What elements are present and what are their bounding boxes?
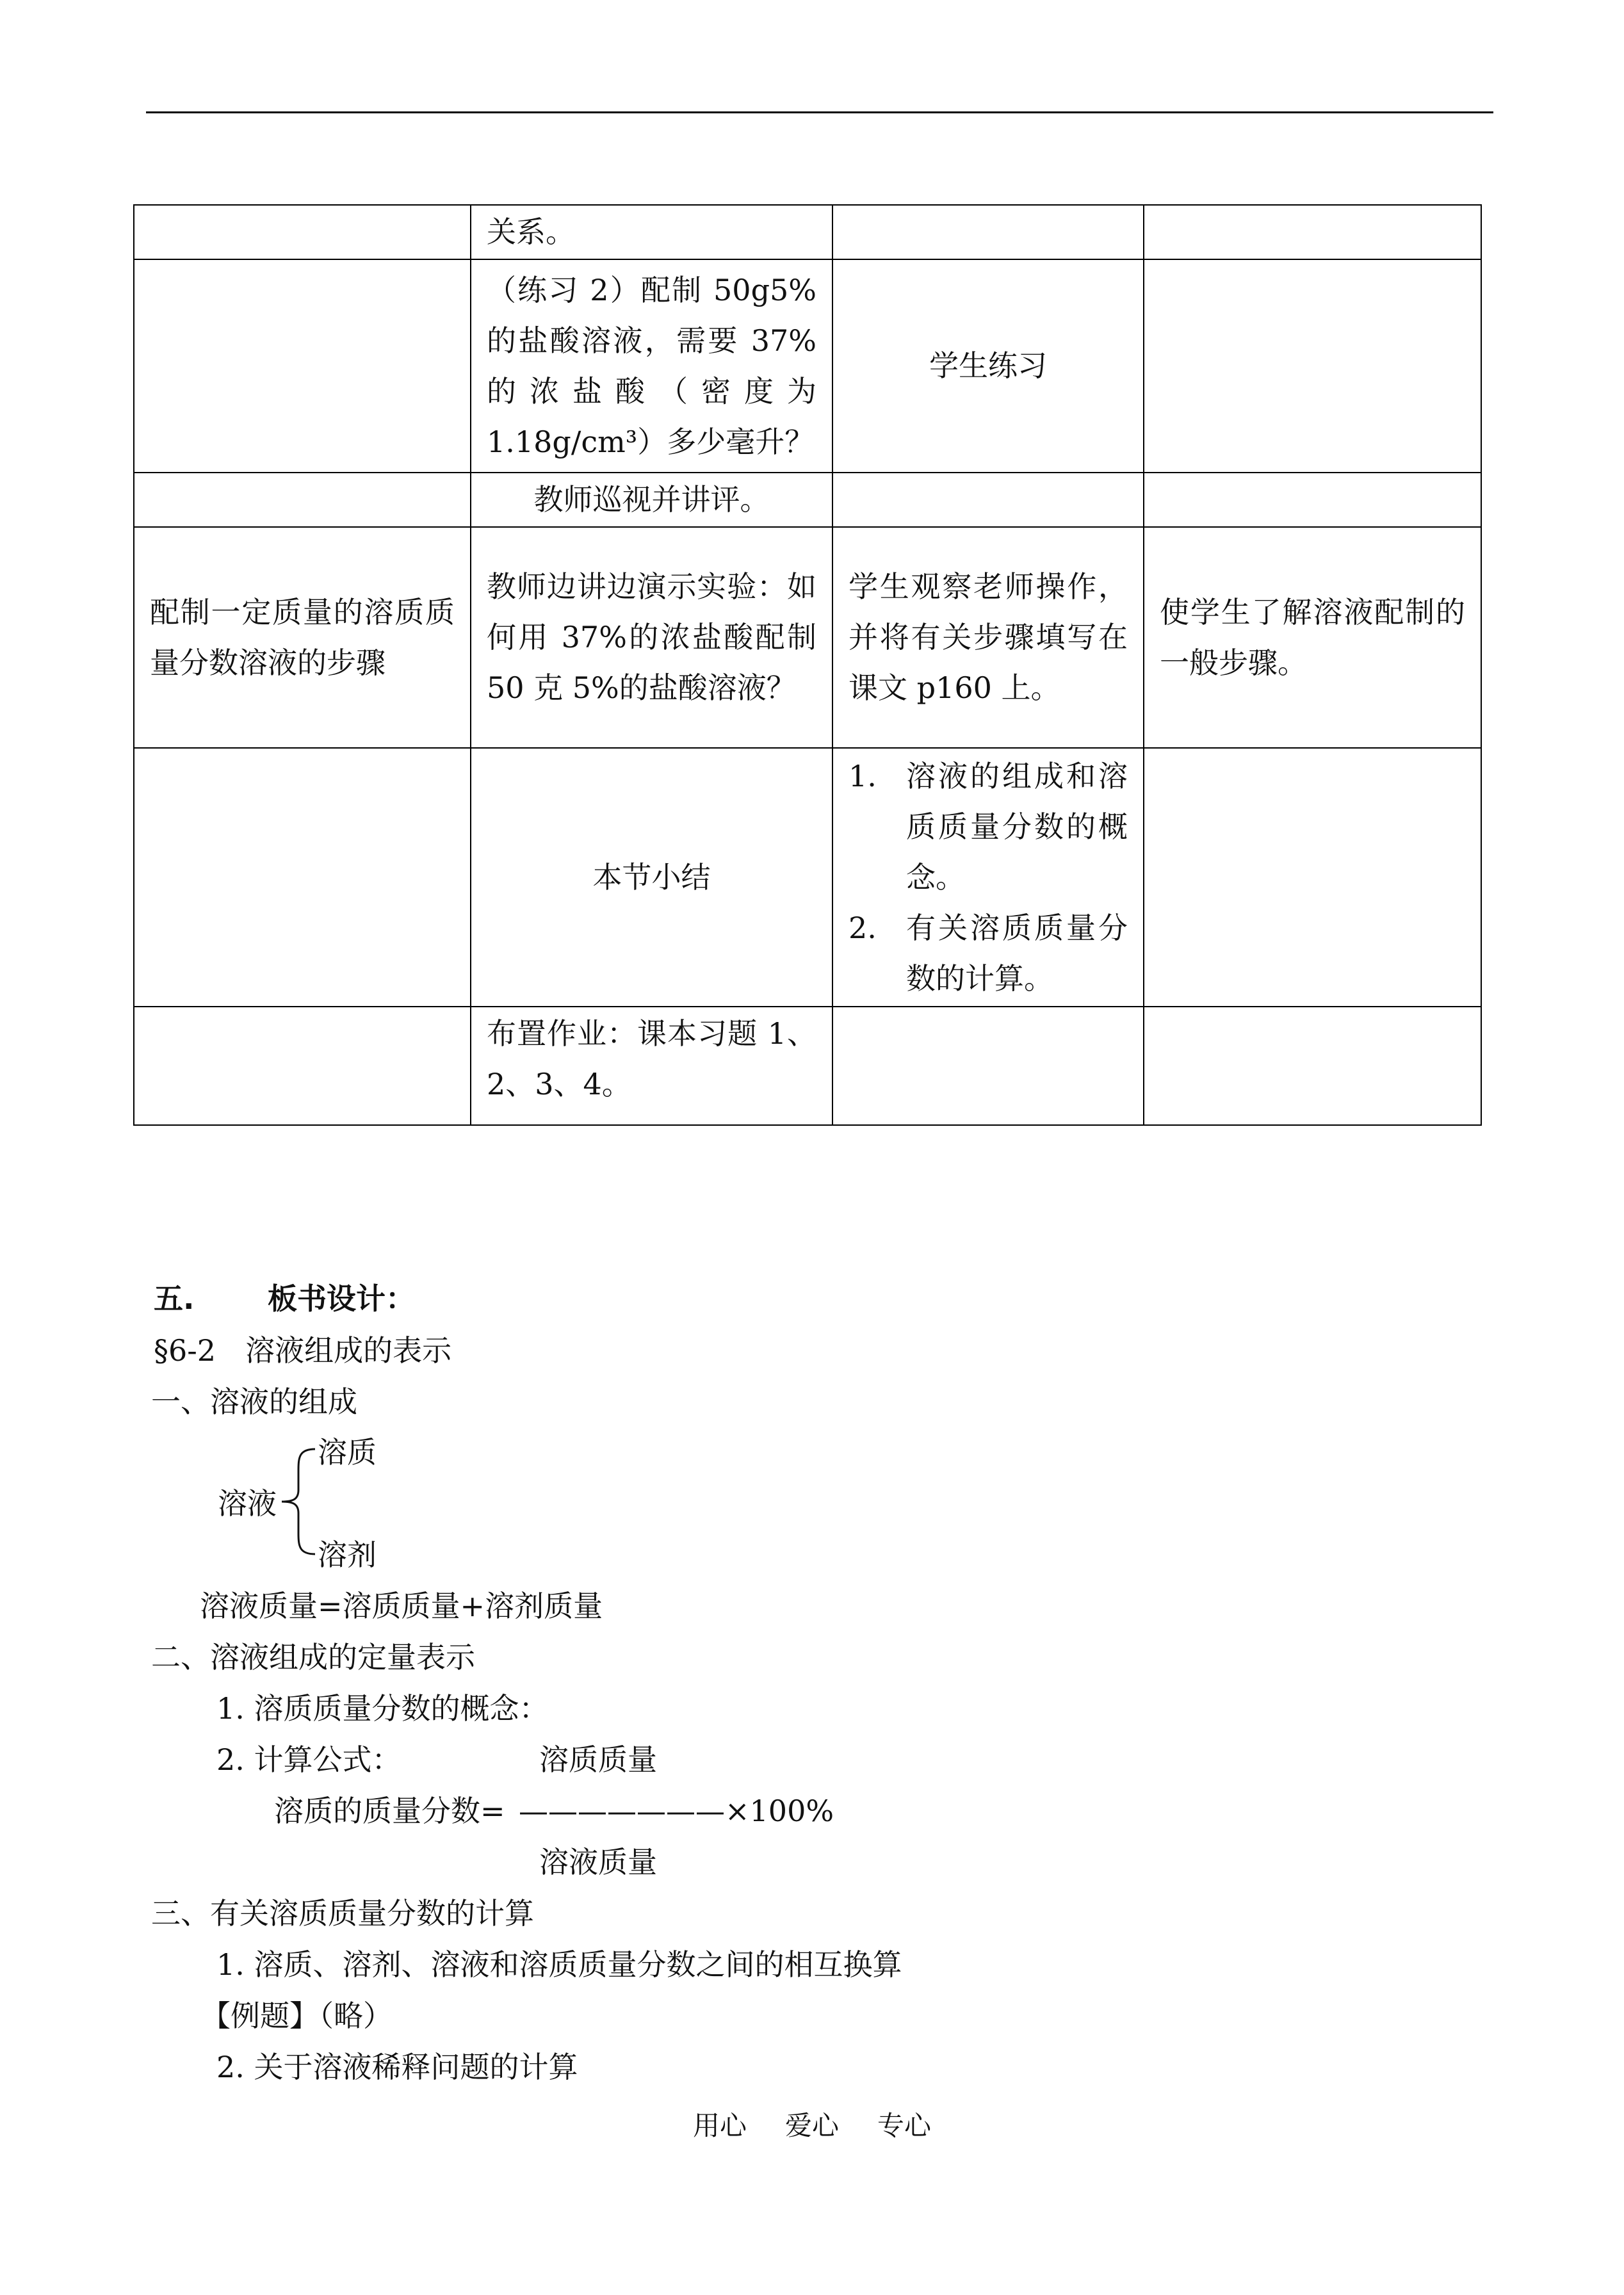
list-item: 2. 有关溶质质量分数的计算。 (849, 910, 1128, 996)
section-number: 五. (154, 1281, 195, 1316)
table-row (134, 259, 1481, 473)
table-cell: 配制一定质量的溶质质量分数溶液的步骤 (134, 527, 471, 748)
table-cell: 布置作业：课本习题 1、2、3、4。 (471, 1007, 832, 1125)
table-row (134, 748, 1481, 1007)
table-cell: 教师巡视并讲评。 (471, 473, 832, 527)
table-cell (832, 473, 1144, 527)
dilution-item: 2. 关于溶液稀释问题的计算 (216, 2050, 578, 2084)
formula-numerator: 溶质质量 (539, 1742, 657, 1777)
table-cell: 教师边讲边演示实验：如何用 37%的浓盐酸配制 50 克 5%的盐酸溶液？ (471, 527, 832, 748)
conversion-item: 1. 溶质、溶剂、溶液和溶质质量分数之间的相互换算 (216, 1947, 902, 1982)
example-note: 【例题】（略） (201, 1999, 393, 2033)
list-item: 1. 溶液的组成和溶质质量分数的概念。 (849, 758, 1128, 895)
table-cell (1144, 473, 1481, 527)
formula-denominator: 溶液质量 (539, 1845, 657, 1879)
table-cell: 关系。 (471, 205, 832, 259)
page-footer: 用心 爱心 专心 (692, 2110, 932, 2141)
table-cell (832, 1007, 1144, 1125)
table-cell (1144, 748, 1481, 1007)
table-row (134, 205, 1481, 259)
part-two-heading: 二、溶液组成的定量表示 (151, 1640, 475, 1675)
part-one-heading: 一、溶液的组成 (151, 1384, 357, 1419)
solution-label: 溶液 (218, 1486, 277, 1521)
table-cell: 本节小结 (471, 748, 832, 1007)
table-cell (134, 748, 471, 1007)
table-cell (134, 1007, 471, 1125)
table-row (134, 527, 1481, 748)
table-cell (832, 205, 1144, 259)
section-heading: 板书设计： (268, 1281, 415, 1316)
lesson-table (133, 204, 1482, 1126)
table-cell: （练习 2）配制 50g5%的盐酸溶液，需要 37%的浓盐酸（密度为 1.18g/cm³）多少毫升？ (471, 259, 832, 473)
section-title: §6-2 溶液组成的表示 (154, 1333, 452, 1368)
formula-item: 2. 计算公式： (216, 1742, 402, 1777)
solvent-label: 溶剂 (318, 1537, 377, 1572)
table-cell (832, 748, 1144, 1007)
table-cell: 使学生了解溶液配制的一般步骤。 (1144, 527, 1481, 748)
table-cell (134, 259, 471, 473)
formula-left: 溶质的质量分数= (274, 1794, 505, 1828)
table-row (134, 473, 1481, 527)
part-three-heading: 三、有关溶质质量分数的计算 (151, 1896, 534, 1931)
curly-brace-icon (275, 1444, 320, 1559)
header-rule (146, 111, 1493, 113)
summary-list (849, 751, 1128, 1004)
table-row (134, 1007, 1481, 1125)
table-cell (134, 473, 471, 527)
table-cell: 学生观察老师操作，并将有关步骤填写在课文 p160 上。 (832, 527, 1144, 748)
mass-equation: 溶液质量=溶质质量+溶剂质量 (200, 1589, 603, 1623)
formula-fraction: ———————×100% (519, 1794, 834, 1828)
table-cell (134, 205, 471, 259)
solute-label: 溶质 (318, 1435, 377, 1470)
concept-item: 1. 溶质质量分数的概念： (216, 1691, 549, 1726)
table-cell (1144, 259, 1481, 473)
table-cell: 学生练习 (832, 259, 1144, 473)
table-cell (1144, 205, 1481, 259)
table-cell (1144, 1007, 1481, 1125)
